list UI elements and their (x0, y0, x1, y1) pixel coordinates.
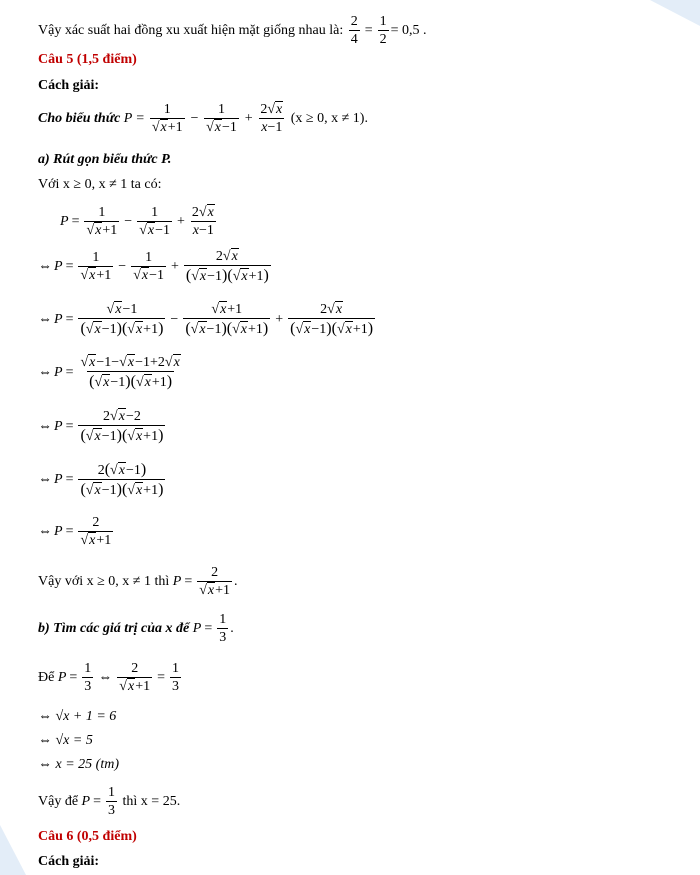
page-corner-decoration (0, 825, 26, 875)
fraction: $\frac{1}{3}$ (219, 612, 227, 645)
part-b-step-1: ⇔ √x + 1 = 6 (38, 709, 117, 724)
fraction: $\frac{2}{√x+1}$ (80, 515, 112, 548)
solution-label: Cách giải: (38, 854, 100, 869)
fraction: $\frac{2}{√x+1}$ (119, 661, 151, 694)
part-b-setup: Để P = $\frac{1}{3}$ ⇔ $\frac{2}{√x+1}$ = $\frac{1}{3}$ (38, 661, 180, 694)
fraction: $\frac{2}{4}$ (350, 14, 358, 47)
step-3: ⇔ P = $\frac{√x-1}{(√x-1)(√x+1)}$ − $\frac{√x+1}{(√x-1)(√x+1)}$ + $\frac{2√x}{(√x-1)(√x+1)}$ (38, 302, 374, 337)
fraction: $\frac{2√x-2}{(√x-1)(√x+1)}$ (80, 409, 164, 444)
step-7: ⇔ P = $\frac{2}{√x+1}$ (38, 515, 112, 548)
fraction: $\frac{1}{√x+1}$ (86, 205, 118, 238)
part-a-conclusion: Vậy với x ≥ 0, x ≠ 1 thì P = $\frac{2}{√x+1}$ . (38, 565, 238, 598)
step-2: ⇔ P = $\frac{1}{√x+1}$ − $\frac{1}{√x-1}$ + $\frac{2√x}{(√x-1)(√x+1)}$ (38, 249, 269, 284)
fraction: $\frac{2(√x-1)}{(√x-1)(√x+1)}$ (80, 461, 164, 498)
question-5-heading: Câu 5 (1,5 điểm) (38, 52, 137, 67)
step-6: ⇔ P = $\frac{2(√x-1)}{(√x-1)(√x+1)}$ (38, 461, 164, 498)
fraction: $\frac{√x+1}{(√x-1)(√x+1)}$ (185, 302, 269, 337)
fraction: $\frac{√x-1-√x-1+2√x}{(√x-1)(√x+1)}$ (80, 355, 180, 390)
fraction: $\frac{2}{√x+1}$ (199, 565, 231, 598)
fraction: $\frac{1}{√x+1}$ (151, 102, 183, 135)
part-b-step-2: ⇔ √x = 5 (38, 733, 93, 748)
fraction: $\frac{1}{√x-1}$ (139, 205, 170, 238)
part-b-step-3: ⇔ x = 25 (tm) (38, 757, 119, 772)
fraction: $\frac{2√x}{x-1}$ (260, 102, 283, 135)
solution-label: Cách giải: (38, 78, 100, 93)
step-1: P = $\frac{1}{√x+1}$ − $\frac{1}{√x-1}$ + $\frac{2√x}{x-1}$ (60, 206, 219, 238)
fraction: $\frac{2√x}{x-1}$ (191, 205, 214, 238)
intro-line: Vậy xác suất hai đồng xu xuất hiện mặt giống nhau là: $\frac{2}{4}$ = $\frac{1}{2}$ = 0,5 . (38, 14, 427, 47)
part-a-condition: Với x ≥ 0, x ≠ 1 ta có: (38, 177, 162, 192)
fraction: $\frac{1}{√x-1}$ (133, 250, 164, 283)
page-corner-decoration (650, 0, 700, 26)
question-6-heading: Câu 6 (0,5 điểm) (38, 829, 137, 844)
fraction: $\frac{1}{3}$ (108, 785, 116, 818)
fraction: $\frac{1}{3}$ (84, 661, 92, 694)
step-4: ⇔ P = $\frac{√x-1-√x-1+2√x}{(√x-1)(√x+1)}$ (38, 356, 185, 390)
fraction: $\frac{2√x}{(√x-1)(√x+1)}$ (185, 249, 269, 284)
problem-statement: Cho biểu thức P = $\frac{1}{√x+1}$ − $\frac{1}{√x-1}$ + $\frac{2√x}{x-1}$ (x ≥ 0, x ≠ 1). (38, 102, 368, 135)
fraction: $\frac{1}{√x+1}$ (80, 250, 112, 283)
step-5: ⇔ P = $\frac{2√x-2}{(√x-1)(√x+1)}$ (38, 409, 164, 444)
fraction: $\frac{1}{√x-1}$ (206, 102, 237, 135)
part-b-conclusion: Vậy để P = $\frac{1}{3}$ thì x = 25. (38, 785, 181, 818)
fraction: $\frac{2√x}{(√x-1)(√x+1)}$ (290, 302, 374, 337)
fraction: $\frac{1}{3}$ (172, 661, 180, 694)
part-b-heading: b) Tìm các giá trị của x để P = $\frac{1}{3}$ . (38, 612, 234, 645)
fraction: $\frac{√x-1}{(√x-1)(√x+1)}$ (80, 302, 164, 337)
fraction: $\frac{1}{2}$ (379, 14, 387, 47)
part-a-heading: a) Rút gọn biểu thức P. (38, 152, 172, 167)
